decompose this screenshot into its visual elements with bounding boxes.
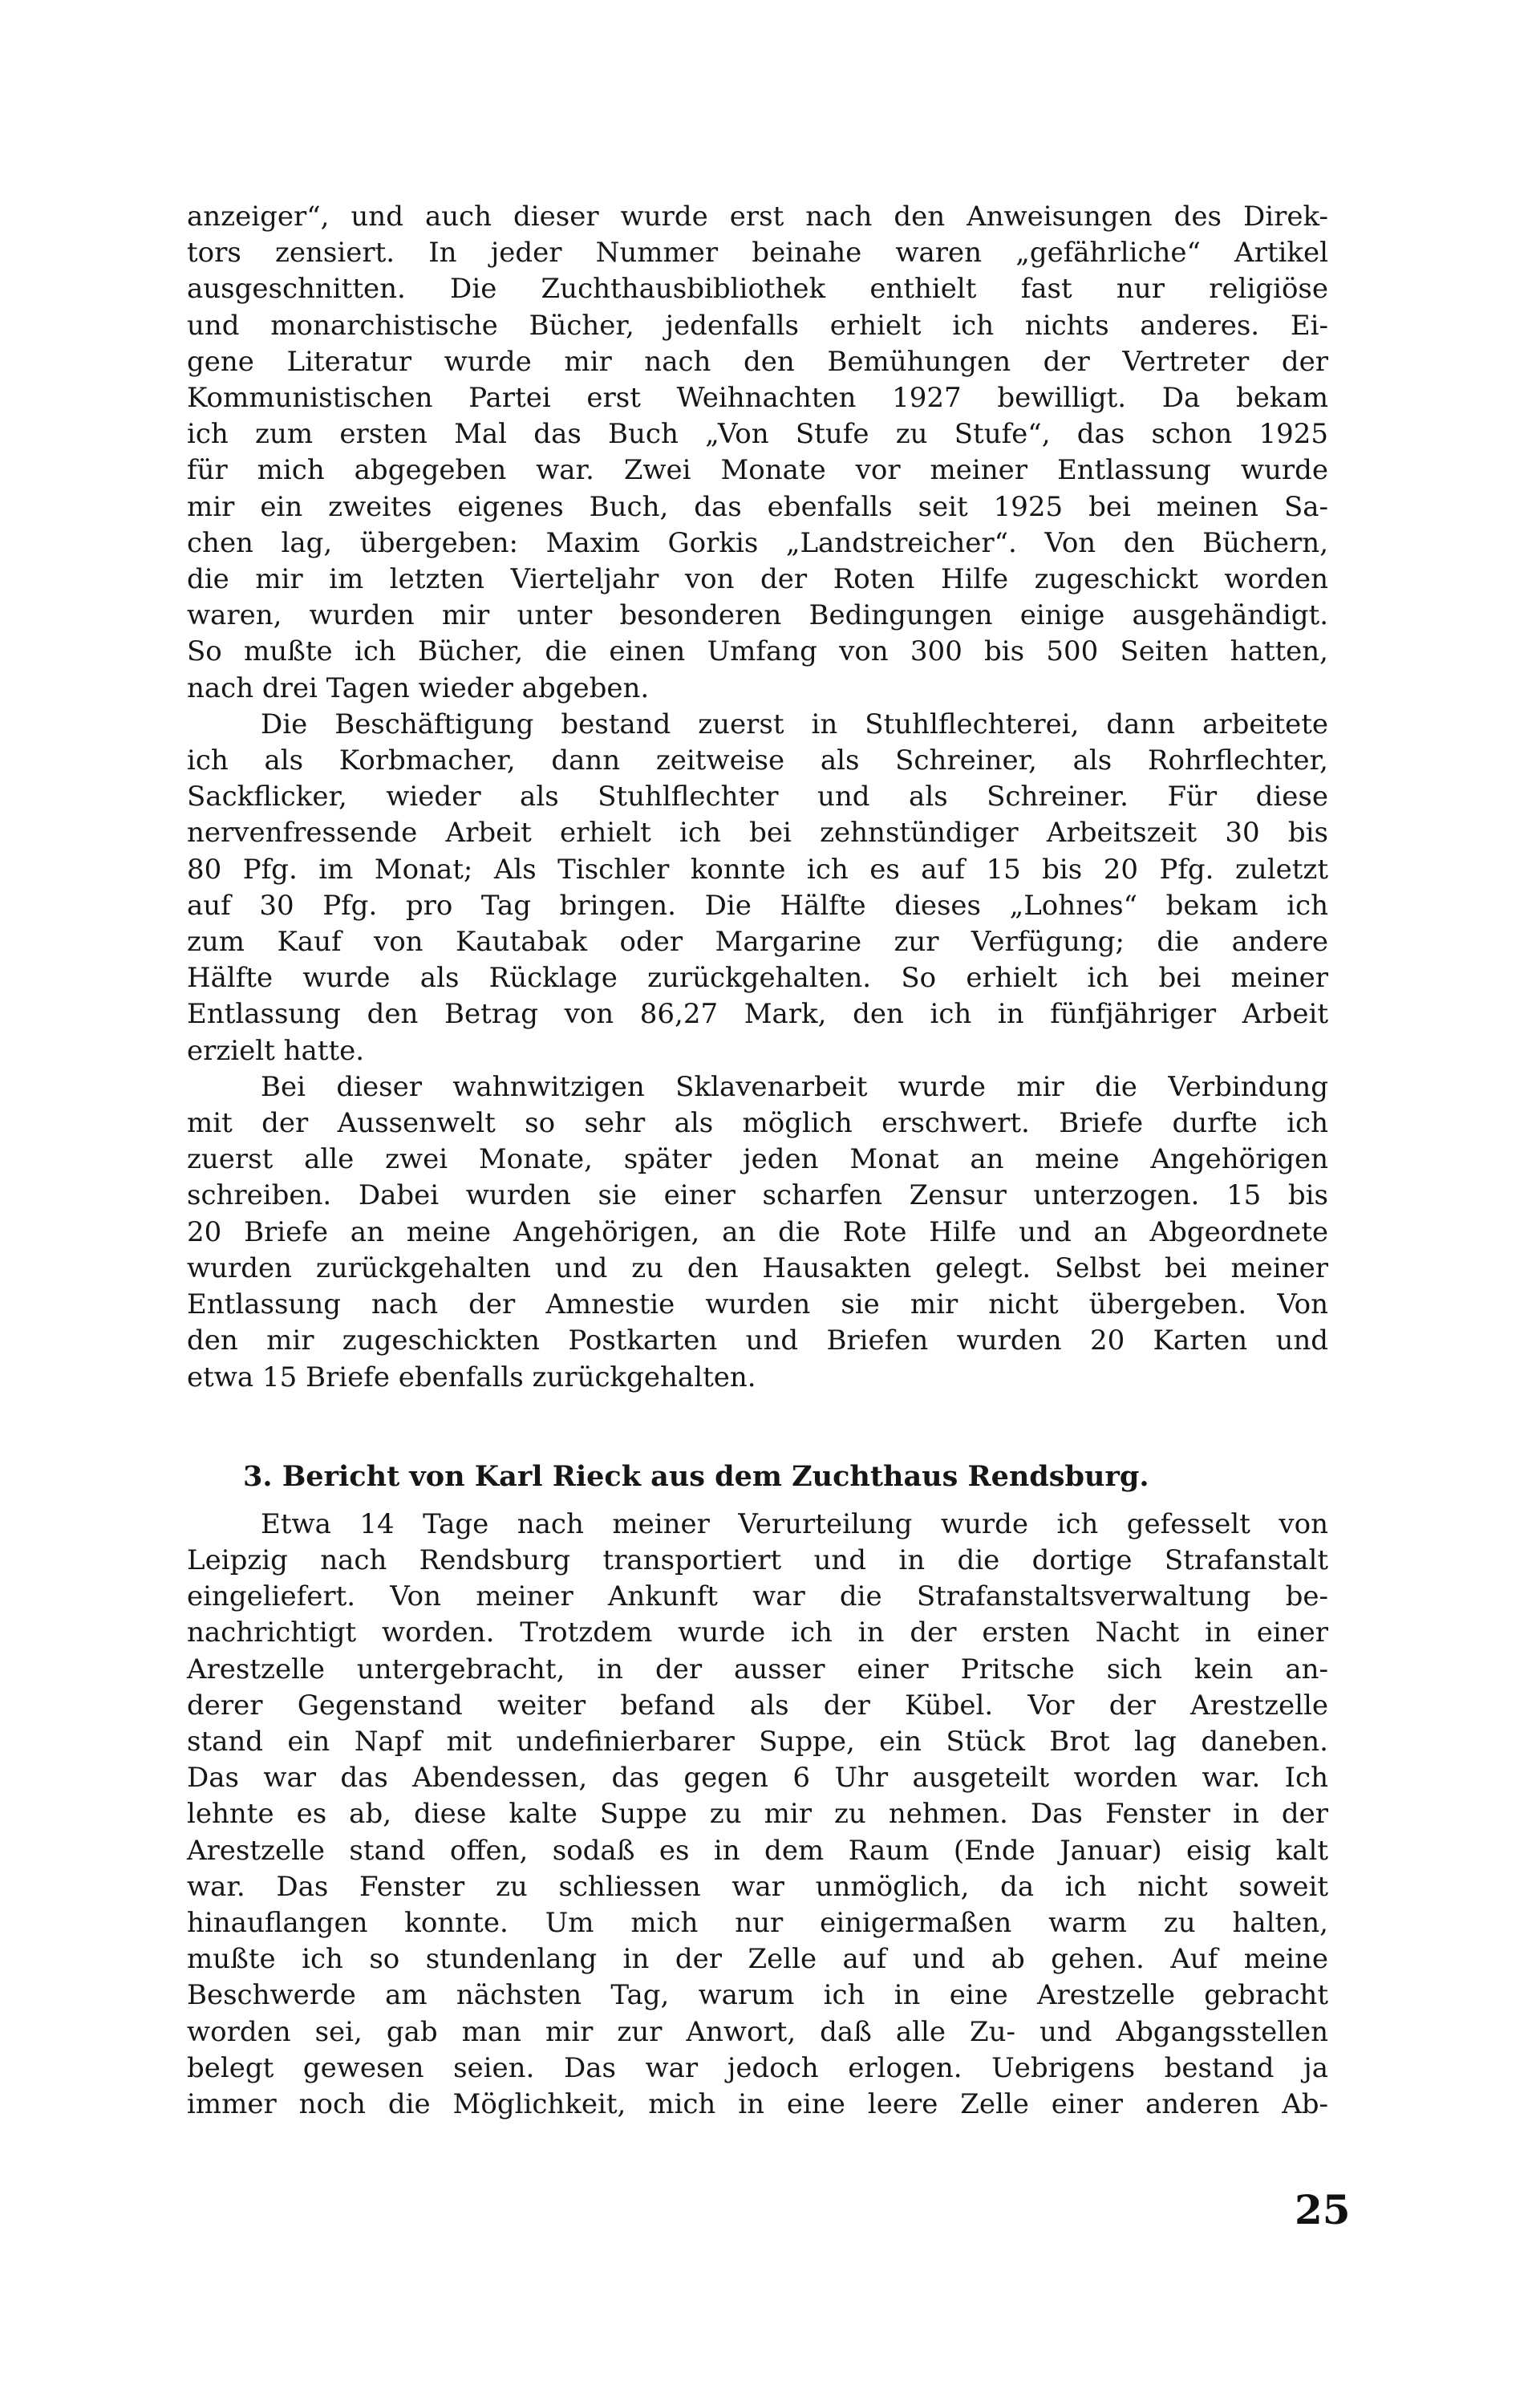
text-line: Kommunistischen Partei erst Weihnachten 1927 bewilligt. Da bekam (187, 382, 1328, 415)
text-line: ich als Korbmacher, dann zeitweise als Schreiner, als Rohrflechter, (187, 744, 1328, 777)
text-line: nachrichtigt worden. Trotzdem wurde ich in der ersten Nacht in einer (187, 1616, 1328, 1649)
text-line: Die Beschäftigung bestand zuerst in Stuhlflechterei, dann arbeitete (261, 708, 1328, 740)
text-line: nach drei Tagen wieder abgeben. (187, 671, 650, 704)
text-line: für mich abgegeben war. Zwei Monate vor meiner Entlassung wurde (187, 454, 1328, 487)
text-line: mit der Aussenwelt so sehr als möglich erschwert. Briefe durfte ich (187, 1107, 1328, 1140)
text-line: belegt gewesen seien. Das war jedoch erlogen. Uebrigens bestand ja (187, 2051, 1328, 2084)
text-line: Sackflicker, wieder als Stuhlflechter und als Schreiner. Für diese (187, 781, 1328, 813)
page-body (187, 199, 1328, 2123)
text-line: und monarchistische Bücher, jedenfalls erhielt ich nichts anderes. Ei- (187, 309, 1328, 342)
text-line: schreiben. Dabei wurden sie einer scharfen Zensur unterzogen. 15 bis (187, 1179, 1328, 1212)
text-line: ich zum ersten Mal das Buch „Von Stufe zu Stufe“, das schon 1925 (187, 418, 1328, 451)
text-line: auf 30 Pfg. pro Tag bringen. Die Hälfte dieses „Lohnes“ bekam ich (187, 889, 1328, 922)
text-line: lehnte es ab, diese kalte Suppe zu mir zu nehmen. Das Fenster in der (187, 1798, 1328, 1831)
text-line: Beschwerde am nächsten Tag, warum ich in eine Arestzelle gebracht (187, 1979, 1328, 2012)
text-line: immer noch die Möglichkeit, mich in eine leere Zelle einer anderen Ab- (187, 2087, 1328, 2120)
text-line: hinauflangen konnte. Um mich nur einigermaßen warm zu halten, (187, 1906, 1328, 1939)
text-line: zuerst alle zwei Monate, später jeden Monat an meine Angehörigen (187, 1143, 1328, 1176)
text-line: worden sei, gab man mir zur Anwort, daß alle Zu- und Abgangsstellen (187, 2015, 1328, 2048)
text-line: mir ein zweites eigenes Buch, das ebenfalls seit 1925 bei meinen Sa- (187, 490, 1328, 523)
text-line: nervenfressende Arbeit erhielt ich bei zehnstündiger Arbeitszeit 30 bis (187, 817, 1328, 850)
text-line: Entlassung den Betrag von 86,27 Mark, den ich in fünfjähriger Arbeit (187, 998, 1328, 1031)
text-line: gene Literatur wurde mir nach den Bemühungen der Vertreter der (187, 345, 1328, 378)
section-heading: 3. Bericht von Karl Rieck aus dem Zuchthaus Rendsburg. (243, 1459, 1149, 1493)
text-line: etwa 15 Briefe ebenfalls zurückgehalten. (187, 1361, 756, 1393)
text-line: anzeiger“, und auch dieser wurde erst nach den Anweisungen des Direk- (187, 201, 1328, 233)
section-paragraph-1 (187, 1507, 1328, 2123)
text-line: Bei dieser wahnwitzigen Sklavenarbeit wurde mir die Verbindung (261, 1070, 1328, 1103)
text-line: Arestzelle stand offen, sodaß es in dem Raum (Ende Januar) eisig kalt (187, 1834, 1328, 1867)
text-line: eingeliefert. Von meiner Ankunft war die Strafanstaltsverwaltung be- (187, 1580, 1328, 1613)
text-line: derer Gegenstand weiter befand als der Kübel. Vor der Arestzelle (187, 1689, 1328, 1722)
text-line: den mir zugeschickten Postkarten und Briefen wurden 20 Karten und (187, 1324, 1328, 1357)
text-line: Arestzelle untergebracht, in der ausser einer Pritsche sich kein an- (187, 1653, 1328, 1685)
text-line: stand ein Napf mit undefinierbarer Suppe, ein Stück Brot lag daneben. (187, 1725, 1328, 1758)
text-line: 80 Pfg. im Monat; Als Tischler konnte ich es auf 15 bis 20 Pfg. zuletzt (187, 853, 1328, 886)
text-line: wurden zurückgehalten und zu den Hausakten gelegt. Selbst bei meiner (187, 1251, 1328, 1284)
text-line: waren, wurden mir unter besonderen Bedingungen einige ausgehändigt. (187, 599, 1328, 632)
text-line: die mir im letzten Vierteljahr von der Roten Hilfe zugeschickt worden (187, 563, 1328, 596)
paragraph-1 (187, 199, 1328, 707)
text-line: Hälfte wurde als Rücklage zurückgehalten. So erhielt ich bei meiner (187, 962, 1328, 995)
page-number: 25 (1295, 2186, 1351, 2233)
text-line: Etwa 14 Tage nach meiner Verurteilung wurde ich gefesselt von (261, 1507, 1328, 1540)
text-line: So mußte ich Bücher, die einen Umfang von 300 bis 500 Seiten hatten, (187, 635, 1328, 668)
text-line: war. Das Fenster zu schliessen war unmöglich, da ich nicht soweit (187, 1870, 1328, 1903)
text-line: zum Kauf von Kautabak oder Margarine zur Verfügung; die andere (187, 926, 1328, 959)
paragraph-3 (187, 1069, 1328, 1396)
text-line: ausgeschnitten. Die Zuchthausbibliothek enthielt fast nur religiöse (187, 273, 1328, 306)
text-line: tors zensiert. In jeder Nummer beinahe waren „gefährliche“ Artikel (187, 237, 1328, 270)
text-line: erzielt hatte. (187, 1034, 365, 1067)
text-line: Leipzig nach Rendsburg transportiert und in die dortige Strafanstalt (187, 1543, 1328, 1576)
text-line: chen lag, übergeben: Maxim Gorkis „Landstreicher“. Von den Büchern, (187, 526, 1328, 559)
text-line: 20 Briefe an meine Angehörigen, an die Rote Hilfe und an Abgeordnete (187, 1215, 1328, 1248)
text-line: Das war das Abendessen, das gegen 6 Uhr ausgeteilt worden war. Ich (187, 1762, 1328, 1795)
text-line: mußte ich so stundenlang in der Zelle auf und ab gehen. Auf meine (187, 1943, 1328, 1976)
paragraph-2 (187, 707, 1328, 1069)
text-line: Entlassung nach der Amnestie wurden sie mir nicht übergeben. Von (187, 1288, 1328, 1321)
